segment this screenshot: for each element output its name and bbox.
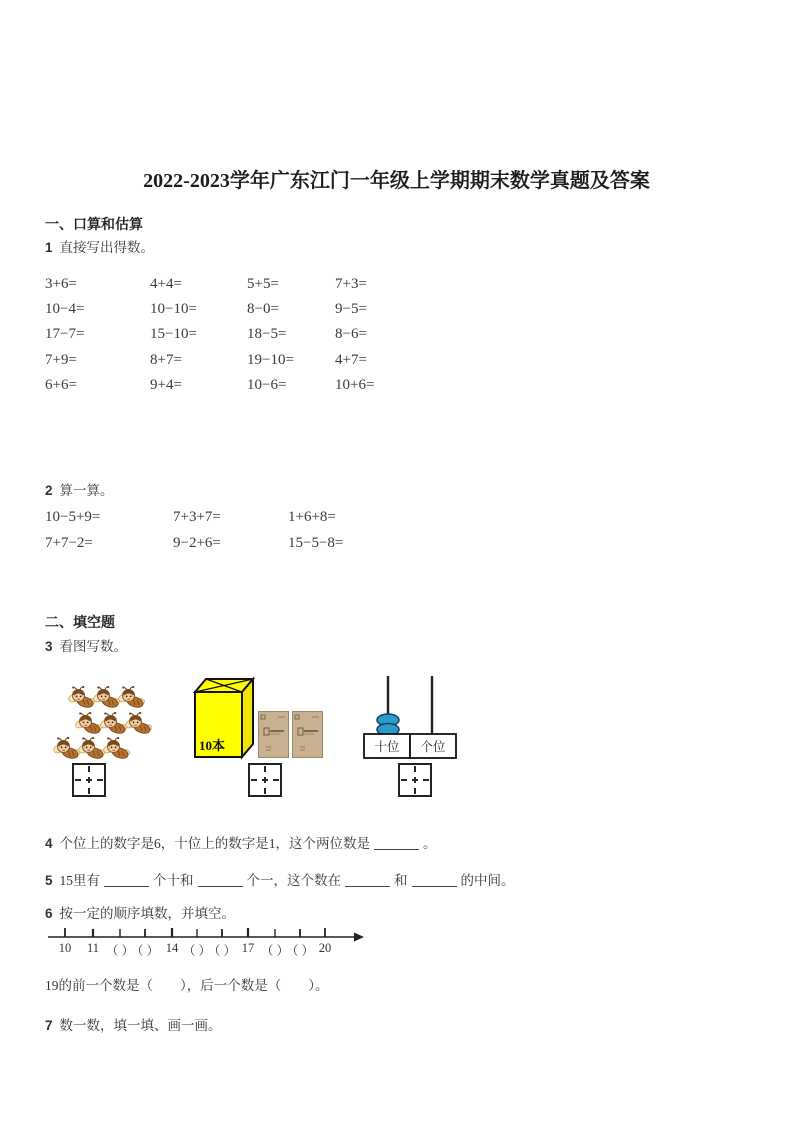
equation: 5+5= xyxy=(247,276,279,292)
answer-grid xyxy=(248,763,282,797)
fill-blank xyxy=(198,872,243,887)
bee-icon xyxy=(93,686,120,709)
question-3-text: 看图写数。 xyxy=(59,639,128,654)
abacus-tens-label: 十位 xyxy=(374,740,400,754)
question-7-text: 数一数，填一填、画一画。 xyxy=(59,1018,222,1033)
bee-icon xyxy=(75,712,102,735)
bee-icon xyxy=(68,686,95,709)
equation: 19−10= xyxy=(247,351,294,368)
abacus-figure xyxy=(362,674,458,760)
question-3-number: 3 xyxy=(45,639,53,654)
number-line-label: （ ） xyxy=(182,944,212,958)
question-6-text: 按一定的顺序填数，并填空。 xyxy=(59,906,236,921)
fill-blank xyxy=(104,872,149,887)
number-line-label: 17 xyxy=(241,941,255,955)
question-7-prompt xyxy=(45,1014,222,1034)
equation: 9+4= xyxy=(150,376,182,393)
equation: 9−2+6= xyxy=(173,535,221,551)
question-5-text: 15里有 xyxy=(59,873,101,888)
question-3-prompt xyxy=(45,635,127,655)
q2-equation-grid xyxy=(45,504,425,556)
question-5-text: 个一，这个数在 xyxy=(246,873,342,888)
equation: 1+6+8= xyxy=(288,509,336,525)
bee-icon xyxy=(103,737,130,760)
equation: 18−5= xyxy=(247,326,287,343)
notebook-icon xyxy=(258,711,289,758)
number-line-label: 20 xyxy=(318,941,332,955)
section-2-heading: 二、填空题 xyxy=(45,614,115,630)
equation: 17−7= xyxy=(45,326,85,343)
fill-blank xyxy=(374,835,419,850)
bee-group-figure xyxy=(50,682,160,764)
number-line-label: （ ） xyxy=(130,944,160,958)
equation: 10+6= xyxy=(335,376,375,393)
number-line-label: 10 xyxy=(58,941,72,955)
equation: 10−5+9= xyxy=(45,509,101,525)
question-4-text-end: 。 xyxy=(423,836,437,851)
question-2-text: 算一算。 xyxy=(59,483,114,498)
answer-grid xyxy=(398,763,432,797)
question-5-text: 和 xyxy=(394,873,408,888)
bee-icon xyxy=(118,686,145,709)
question-5-text: 的中间。 xyxy=(460,873,515,888)
number-line-label: （ ） xyxy=(285,944,315,958)
number-line-label: （ ） xyxy=(260,944,290,958)
equation: 8−0= xyxy=(247,301,279,318)
equation: 15−10= xyxy=(150,326,197,343)
page-title: 2022-2023学年广东江门一年级上学期期末数学真题及答案 xyxy=(143,170,650,192)
question-5-text: 个十和 xyxy=(153,873,194,888)
number-line-label: （ ） xyxy=(207,944,237,958)
book-box-figure xyxy=(187,676,257,761)
equation: 7+3= xyxy=(335,276,367,292)
bee-icon xyxy=(100,712,127,735)
question-1-text: 直接写出得数。 xyxy=(59,240,155,255)
answer-grid xyxy=(72,763,106,797)
equation: 7+7−2= xyxy=(45,535,93,551)
equation: 10−4= xyxy=(45,301,85,318)
section-1-heading: 一、口算和估算 xyxy=(45,216,143,232)
equation: 8+7= xyxy=(150,351,182,368)
question-1-prompt xyxy=(45,236,154,256)
question-7-number: 7 xyxy=(45,1018,53,1033)
number-line-label: 14 xyxy=(165,941,179,955)
question-5 xyxy=(45,869,515,889)
equation: 6+6= xyxy=(45,376,77,393)
number-line-axis xyxy=(40,924,370,942)
number-line-figure xyxy=(40,924,370,964)
equation: 10−6= xyxy=(247,376,287,393)
question-2-prompt xyxy=(45,479,114,499)
number-line-label: （ ） xyxy=(105,944,135,958)
question-6-number: 6 xyxy=(45,906,53,921)
equation: 4+7= xyxy=(335,351,367,368)
fill-blank xyxy=(345,872,390,887)
question-5-number: 5 xyxy=(45,873,53,888)
bee-icon xyxy=(53,737,80,760)
q1-equation-grid xyxy=(45,272,445,398)
equation: 7+9= xyxy=(45,351,77,368)
notebook-icon xyxy=(292,711,323,758)
question-1-number: 1 xyxy=(45,240,53,255)
equation: 3+6= xyxy=(45,276,77,292)
abacus-ones-label: 个位 xyxy=(420,740,446,754)
question-2-number: 2 xyxy=(45,483,53,498)
equation: 9−5= xyxy=(335,301,367,318)
question-6-note: 19的前一个数是（ ），后一个数是（ ）。 xyxy=(45,978,329,993)
equation: 10−10= xyxy=(150,301,197,318)
box-label: 10本 xyxy=(199,738,226,753)
equation: 7+3+7= xyxy=(173,509,221,525)
equation: 15−5−8= xyxy=(288,535,344,551)
equation: 8−6= xyxy=(335,326,367,343)
equation: 4+4= xyxy=(150,276,182,292)
fill-blank xyxy=(412,872,457,887)
question-6-prompt xyxy=(45,902,235,922)
question-4 xyxy=(45,832,437,852)
bee-icon xyxy=(78,737,105,760)
question-4-text: 个位上的数字是6，十位上的数字是1，这个两位数是 xyxy=(59,836,371,851)
number-line-label: 11 xyxy=(86,941,100,955)
question-4-number: 4 xyxy=(45,836,53,851)
bee-icon xyxy=(125,712,152,735)
